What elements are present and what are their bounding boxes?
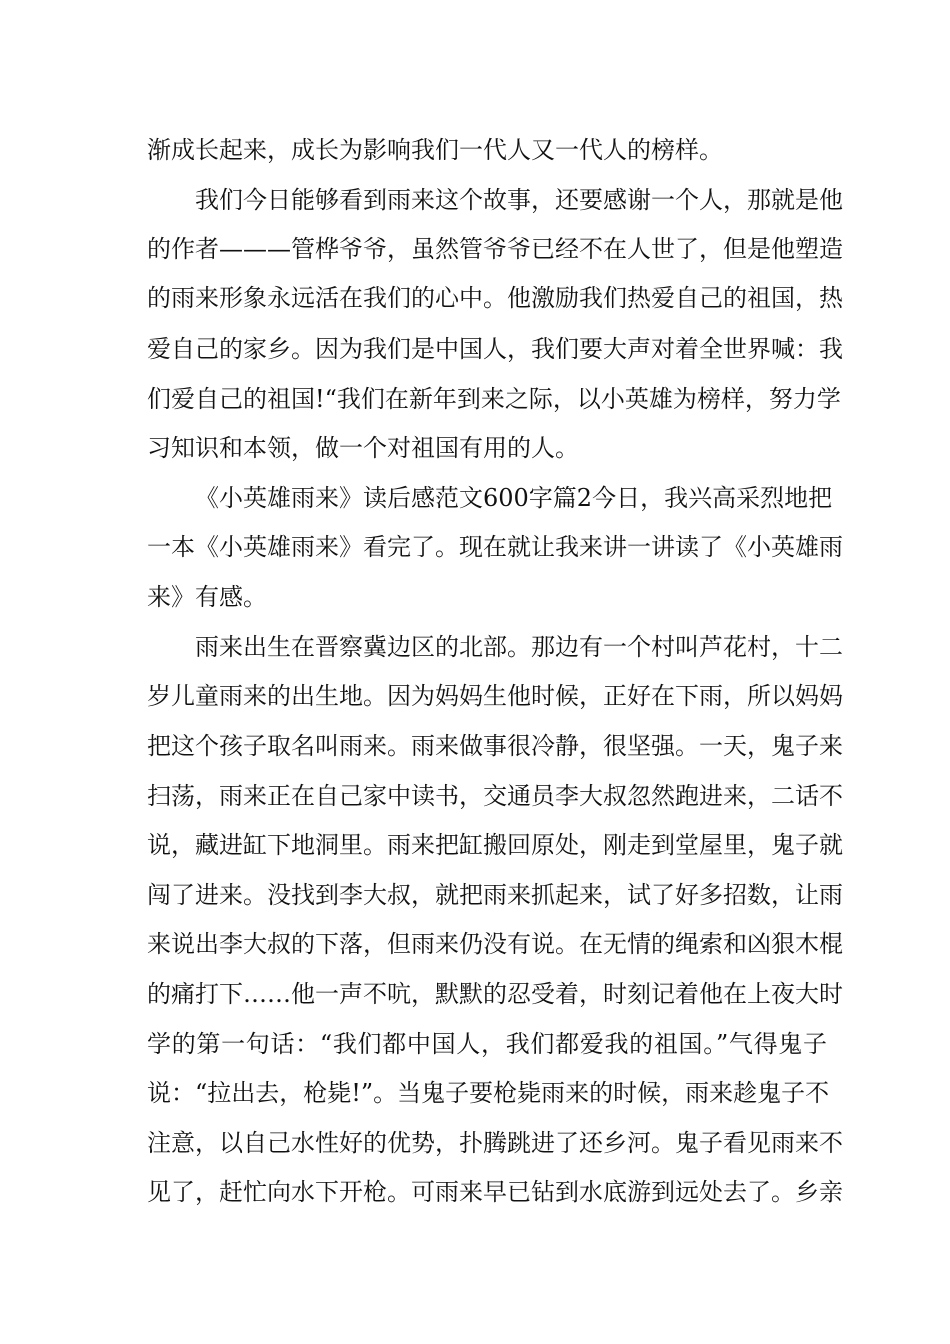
text-line: 来说出李大叔的下落，但雨来仍没有说。在无情的绳索和凶狠木棍: [147, 930, 843, 958]
paragraph-first-line: 雨来出生在晋察冀边区的北部。那边有一个村叫芦花村，十二: [195, 633, 843, 661]
text-line: 一本《小英雄雨来》看完了。现在就让我来讲一讲读了《小英雄雨: [147, 533, 843, 561]
text-line: 来》有感。: [147, 583, 267, 611]
text-line: 习知识和本领，做一个对祖国有用的人。: [147, 434, 579, 462]
text-line: 扫荡，雨来正在自己家中读书，交通员李大叔忽然跑进来，二话不: [147, 782, 843, 810]
text-line: 的雨来形象永远活在我们的心中。他激励我们热爱自己的祖国，热: [147, 284, 843, 312]
text-line: 闯了进来。没找到李大叔，就把雨来抓起来，试了好多招数，让雨: [147, 881, 843, 909]
text-line: 注意，以自己水性好的优势，扑腾跳进了还乡河。鬼子看见雨来不: [147, 1129, 843, 1157]
text-line: 说，藏进缸下地洞里。雨来把缸搬回原处，刚走到堂屋里，鬼子就: [147, 831, 843, 859]
text-line: 的痛打下……他一声不吭，默默的忍受着，时刻记着他在上夜大时: [147, 980, 843, 1008]
text-line: 爱自己的家乡。因为我们是中国人，我们要大声对着全世界喊：我: [147, 335, 843, 363]
text-line: 渐成长起来，成长为影响我们一代人又一代人的榜样。: [147, 136, 723, 164]
text-line: 的作者———管桦爷爷，虽然管爷爷已经不在人世了，但是他塑造: [147, 235, 843, 263]
paragraph-first-line: 《小英雄雨来》读后感范文600字篇2今日，我兴高采烈地把: [195, 484, 833, 512]
text-line: 说：“拉出去，枪毙!”。当鬼子要枪毙雨来的时候，雨来趁鬼子不: [147, 1079, 830, 1107]
text-line: 学的第一句话：“我们都中国人，我们都爱我的祖国。”气得鬼子: [147, 1030, 827, 1058]
text-line: 们爱自己的祖国!“我们在新年到来之际，以小英雄为榜样，努力学: [147, 385, 841, 413]
text-line: 见了，赶忙向水下开枪。可雨来早已钻到水底游到远处去了。乡亲: [147, 1178, 843, 1206]
text-line: 岁儿童雨来的出生地。因为妈妈生他时候，正好在下雨，所以妈妈: [147, 682, 843, 710]
paragraph-first-line: 我们今日能够看到雨来这个故事，还要感谢一个人，那就是他: [195, 186, 843, 214]
text-line: 把这个孩子取名叫雨来。雨来做事很冷静，很坚强。一天，鬼子来: [147, 732, 843, 760]
